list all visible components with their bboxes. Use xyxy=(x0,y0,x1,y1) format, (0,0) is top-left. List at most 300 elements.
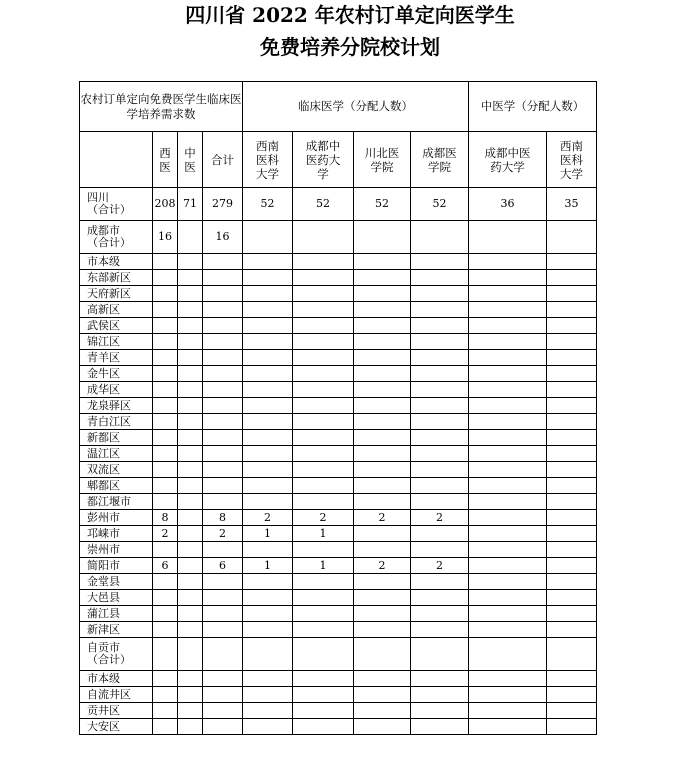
value-cell xyxy=(411,719,469,735)
value-cell xyxy=(243,638,293,671)
value-cell xyxy=(178,703,203,719)
value-cell: 6 xyxy=(153,558,178,574)
value-cell xyxy=(243,302,293,318)
value-cell xyxy=(178,462,203,478)
header-blank xyxy=(80,132,153,188)
value-cell xyxy=(203,494,243,510)
value-cell xyxy=(547,687,597,703)
value-cell xyxy=(293,414,354,430)
value-cell: 2 xyxy=(153,526,178,542)
value-cell xyxy=(178,478,203,494)
value-cell xyxy=(293,622,354,638)
value-cell xyxy=(469,606,547,622)
value-cell xyxy=(354,703,411,719)
table-row xyxy=(80,590,597,606)
value-cell: 8 xyxy=(203,510,243,526)
region-name-cell: 简阳市 xyxy=(80,558,153,574)
value-cell xyxy=(469,687,547,703)
value-cell xyxy=(469,366,547,382)
value-cell xyxy=(354,382,411,398)
region-name-cell: 大安区 xyxy=(80,719,153,735)
value-cell xyxy=(469,542,547,558)
table-row xyxy=(80,622,597,638)
value-cell xyxy=(153,719,178,735)
value-cell xyxy=(411,302,469,318)
value-cell xyxy=(203,366,243,382)
value-cell xyxy=(153,574,178,590)
value-cell xyxy=(243,350,293,366)
value-cell xyxy=(469,270,547,286)
value-cell xyxy=(243,398,293,414)
value-cell xyxy=(178,254,203,270)
value-cell xyxy=(469,398,547,414)
table-row xyxy=(80,350,597,366)
region-name-cell: 市本级 xyxy=(80,254,153,270)
value-cell xyxy=(411,318,469,334)
value-cell: 1 xyxy=(243,526,293,542)
value-cell xyxy=(469,494,547,510)
table-row xyxy=(80,606,597,622)
value-cell xyxy=(178,687,203,703)
value-cell xyxy=(153,382,178,398)
header-col-swmu: 西南 医科 大学 xyxy=(243,132,293,188)
value-cell xyxy=(411,382,469,398)
value-cell xyxy=(178,430,203,446)
value-cell xyxy=(178,590,203,606)
header-col-cmc: 成都医 学院 xyxy=(411,132,469,188)
value-cell xyxy=(153,590,178,606)
table-row xyxy=(80,366,597,382)
value-cell xyxy=(243,574,293,590)
value-cell xyxy=(411,221,469,254)
region-name-cell: 成华区 xyxy=(80,382,153,398)
table-row xyxy=(80,703,597,719)
value-cell xyxy=(354,622,411,638)
value-cell: 208 xyxy=(153,188,178,221)
value-cell xyxy=(354,221,411,254)
value-cell xyxy=(411,606,469,622)
region-name-cell: 自贡市 （合计） xyxy=(80,638,153,671)
value-cell xyxy=(243,462,293,478)
value-cell xyxy=(547,254,597,270)
value-cell xyxy=(203,318,243,334)
table-row xyxy=(80,430,597,446)
value-cell xyxy=(354,719,411,735)
header-col-tcm-swmu: 西南 医科 大学 xyxy=(547,132,597,188)
value-cell xyxy=(203,622,243,638)
value-cell xyxy=(469,350,547,366)
value-cell xyxy=(243,414,293,430)
value-cell xyxy=(243,430,293,446)
header-row-1 xyxy=(80,82,597,132)
value-cell xyxy=(178,302,203,318)
value-cell xyxy=(547,221,597,254)
value-cell xyxy=(293,478,354,494)
value-cell xyxy=(547,510,597,526)
value-cell xyxy=(547,671,597,687)
value-cell: 2 xyxy=(293,510,354,526)
value-cell xyxy=(153,622,178,638)
value-cell xyxy=(547,558,597,574)
value-cell xyxy=(243,334,293,350)
value-cell xyxy=(153,446,178,462)
value-cell xyxy=(243,478,293,494)
value-cell xyxy=(469,462,547,478)
value-cell xyxy=(178,622,203,638)
value-cell xyxy=(203,302,243,318)
table-row xyxy=(80,526,597,542)
value-cell xyxy=(354,398,411,414)
value-cell xyxy=(354,254,411,270)
table-row xyxy=(80,510,597,526)
value-cell xyxy=(293,494,354,510)
value-cell xyxy=(469,318,547,334)
value-cell xyxy=(203,687,243,703)
value-cell xyxy=(469,590,547,606)
value-cell: 16 xyxy=(153,221,178,254)
value-cell xyxy=(547,462,597,478)
value-cell xyxy=(469,719,547,735)
value-cell xyxy=(153,302,178,318)
value-cell xyxy=(203,446,243,462)
value-cell: 2 xyxy=(354,510,411,526)
value-cell xyxy=(293,590,354,606)
value-cell xyxy=(203,638,243,671)
value-cell xyxy=(153,414,178,430)
value-cell xyxy=(153,687,178,703)
header-tcm: 中医学（分配人数） xyxy=(469,82,597,132)
value-cell xyxy=(243,671,293,687)
value-cell xyxy=(469,526,547,542)
value-cell xyxy=(293,366,354,382)
value-cell xyxy=(178,606,203,622)
value-cell xyxy=(354,590,411,606)
value-cell xyxy=(411,254,469,270)
value-cell xyxy=(547,366,597,382)
value-cell xyxy=(547,719,597,735)
value-cell xyxy=(178,318,203,334)
value-cell xyxy=(411,430,469,446)
value-cell xyxy=(293,687,354,703)
table-row xyxy=(80,542,597,558)
value-cell: 52 xyxy=(293,188,354,221)
value-cell xyxy=(153,494,178,510)
value-cell: 2 xyxy=(411,558,469,574)
value-cell xyxy=(293,350,354,366)
table-row xyxy=(80,398,597,414)
value-cell xyxy=(411,638,469,671)
value-cell xyxy=(203,574,243,590)
value-cell xyxy=(411,622,469,638)
value-cell xyxy=(469,478,547,494)
table-row xyxy=(80,638,597,671)
header-clinical: 临床医学（分配人数） xyxy=(243,82,469,132)
value-cell xyxy=(178,334,203,350)
value-cell xyxy=(469,574,547,590)
value-cell: 2 xyxy=(203,526,243,542)
value-cell: 36 xyxy=(469,188,547,221)
value-cell xyxy=(547,703,597,719)
region-name-cell: 四川 （合计） xyxy=(80,188,153,221)
region-name-cell: 武侯区 xyxy=(80,318,153,334)
value-cell: 2 xyxy=(243,510,293,526)
value-cell xyxy=(153,254,178,270)
value-cell xyxy=(243,254,293,270)
value-cell xyxy=(547,334,597,350)
value-cell xyxy=(354,430,411,446)
value-cell: 279 xyxy=(203,188,243,221)
value-cell xyxy=(153,703,178,719)
header-col-chinese: 中 医 xyxy=(178,132,203,188)
value-cell xyxy=(293,574,354,590)
value-cell xyxy=(153,606,178,622)
value-cell: 52 xyxy=(411,188,469,221)
table-row xyxy=(80,462,597,478)
value-cell xyxy=(547,478,597,494)
value-cell xyxy=(547,270,597,286)
value-cell xyxy=(411,526,469,542)
value-cell xyxy=(354,366,411,382)
value-cell xyxy=(178,398,203,414)
value-cell xyxy=(203,254,243,270)
value-cell xyxy=(411,334,469,350)
value-cell xyxy=(354,462,411,478)
value-cell xyxy=(354,446,411,462)
value-cell xyxy=(354,270,411,286)
value-cell xyxy=(411,671,469,687)
value-cell xyxy=(293,606,354,622)
value-cell xyxy=(203,430,243,446)
header-col-nsmc: 川北医 学院 xyxy=(354,132,411,188)
value-cell xyxy=(354,334,411,350)
value-cell: 52 xyxy=(243,188,293,221)
value-cell xyxy=(469,622,547,638)
header-row-2 xyxy=(80,132,597,188)
value-cell xyxy=(153,478,178,494)
region-name-cell: 郫都区 xyxy=(80,478,153,494)
value-cell xyxy=(153,366,178,382)
region-name-cell: 崇州市 xyxy=(80,542,153,558)
region-name-cell: 高新区 xyxy=(80,302,153,318)
value-cell xyxy=(411,286,469,302)
value-cell xyxy=(354,494,411,510)
value-cell xyxy=(243,590,293,606)
value-cell xyxy=(469,302,547,318)
value-cell xyxy=(354,687,411,703)
value-cell: 1 xyxy=(293,558,354,574)
value-cell xyxy=(178,350,203,366)
value-cell xyxy=(547,302,597,318)
value-cell xyxy=(547,382,597,398)
header-col-total: 合计 xyxy=(203,132,243,188)
value-cell xyxy=(203,382,243,398)
table-row xyxy=(80,270,597,286)
region-name-cell: 青白江区 xyxy=(80,414,153,430)
region-name-cell: 新都区 xyxy=(80,430,153,446)
value-cell xyxy=(411,478,469,494)
value-cell xyxy=(354,302,411,318)
value-cell xyxy=(411,574,469,590)
value-cell: 8 xyxy=(153,510,178,526)
region-name-cell: 大邑县 xyxy=(80,590,153,606)
value-cell xyxy=(203,398,243,414)
value-cell xyxy=(178,526,203,542)
table-row xyxy=(80,558,597,574)
value-cell xyxy=(547,286,597,302)
value-cell xyxy=(178,494,203,510)
value-cell: 2 xyxy=(411,510,469,526)
header-col-tcm-cdutcm: 成都中医 药大学 xyxy=(469,132,547,188)
value-cell xyxy=(411,687,469,703)
value-cell xyxy=(203,350,243,366)
value-cell xyxy=(354,638,411,671)
value-cell xyxy=(153,430,178,446)
value-cell xyxy=(354,414,411,430)
table-row xyxy=(80,478,597,494)
value-cell xyxy=(547,398,597,414)
value-cell: 6 xyxy=(203,558,243,574)
value-cell xyxy=(243,542,293,558)
value-cell xyxy=(411,703,469,719)
value-cell xyxy=(243,687,293,703)
value-cell xyxy=(293,671,354,687)
value-cell xyxy=(547,430,597,446)
value-cell xyxy=(469,414,547,430)
table-row xyxy=(80,188,597,221)
value-cell xyxy=(178,286,203,302)
value-cell xyxy=(411,270,469,286)
table-row xyxy=(80,334,597,350)
region-name-cell: 龙泉驿区 xyxy=(80,398,153,414)
value-cell xyxy=(243,270,293,286)
table-row xyxy=(80,574,597,590)
value-cell xyxy=(243,606,293,622)
value-cell xyxy=(547,590,597,606)
value-cell xyxy=(243,382,293,398)
region-name-cell: 彭州市 xyxy=(80,510,153,526)
value-cell xyxy=(153,334,178,350)
value-cell xyxy=(547,414,597,430)
header-demand: 农村订单定向免费医学生临床医学培养需求数 xyxy=(80,82,243,132)
region-name-cell: 成都市 （合计） xyxy=(80,221,153,254)
region-name-cell: 新津区 xyxy=(80,622,153,638)
value-cell xyxy=(153,398,178,414)
value-cell: 35 xyxy=(547,188,597,221)
value-cell: 52 xyxy=(354,188,411,221)
value-cell xyxy=(243,719,293,735)
value-cell xyxy=(411,590,469,606)
table-row xyxy=(80,302,597,318)
value-cell xyxy=(293,719,354,735)
value-cell xyxy=(178,542,203,558)
page-title-line2: 免费培养分院校计划 xyxy=(260,35,440,59)
value-cell xyxy=(354,671,411,687)
value-cell xyxy=(411,542,469,558)
value-cell xyxy=(411,350,469,366)
value-cell xyxy=(411,462,469,478)
value-cell xyxy=(203,270,243,286)
header-col-western: 西 医 xyxy=(153,132,178,188)
value-cell xyxy=(411,366,469,382)
value-cell xyxy=(203,462,243,478)
table-row xyxy=(80,719,597,735)
value-cell xyxy=(153,318,178,334)
value-cell xyxy=(153,286,178,302)
value-cell xyxy=(411,494,469,510)
value-cell xyxy=(293,334,354,350)
value-cell xyxy=(293,221,354,254)
table-row xyxy=(80,318,597,334)
value-cell xyxy=(178,719,203,735)
region-name-cell: 东部新区 xyxy=(80,270,153,286)
value-cell xyxy=(203,334,243,350)
value-cell xyxy=(153,542,178,558)
value-cell xyxy=(469,254,547,270)
value-cell xyxy=(293,462,354,478)
value-cell: 71 xyxy=(178,188,203,221)
value-cell xyxy=(469,703,547,719)
value-cell xyxy=(243,703,293,719)
value-cell xyxy=(547,574,597,590)
value-cell xyxy=(293,430,354,446)
value-cell xyxy=(547,526,597,542)
value-cell xyxy=(293,542,354,558)
table-row xyxy=(80,382,597,398)
table-row xyxy=(80,286,597,302)
header-col-cdutcm: 成都中 医药大 学 xyxy=(293,132,354,188)
value-cell xyxy=(354,350,411,366)
region-name-cell: 都江堰市 xyxy=(80,494,153,510)
value-cell xyxy=(153,462,178,478)
region-name-cell: 双流区 xyxy=(80,462,153,478)
value-cell xyxy=(293,270,354,286)
value-cell xyxy=(547,318,597,334)
region-name-cell: 金牛区 xyxy=(80,366,153,382)
region-name-cell: 天府新区 xyxy=(80,286,153,302)
value-cell xyxy=(354,574,411,590)
value-cell xyxy=(243,622,293,638)
value-cell: 1 xyxy=(243,558,293,574)
value-cell xyxy=(354,286,411,302)
value-cell xyxy=(203,478,243,494)
value-cell xyxy=(203,606,243,622)
value-cell xyxy=(178,382,203,398)
value-cell xyxy=(178,446,203,462)
value-cell xyxy=(203,590,243,606)
value-cell xyxy=(203,414,243,430)
value-cell xyxy=(293,398,354,414)
value-cell xyxy=(203,286,243,302)
value-cell xyxy=(354,606,411,622)
value-cell xyxy=(469,430,547,446)
value-cell xyxy=(469,671,547,687)
value-cell xyxy=(178,270,203,286)
value-cell xyxy=(178,574,203,590)
value-cell xyxy=(243,221,293,254)
value-cell xyxy=(547,638,597,671)
value-cell xyxy=(243,318,293,334)
value-cell xyxy=(293,254,354,270)
region-name-cell: 锦江区 xyxy=(80,334,153,350)
value-cell xyxy=(411,414,469,430)
value-cell xyxy=(469,221,547,254)
table-row xyxy=(80,494,597,510)
value-cell xyxy=(293,382,354,398)
value-cell xyxy=(293,286,354,302)
value-cell xyxy=(293,703,354,719)
value-cell xyxy=(203,671,243,687)
region-name-cell: 蒲江县 xyxy=(80,606,153,622)
